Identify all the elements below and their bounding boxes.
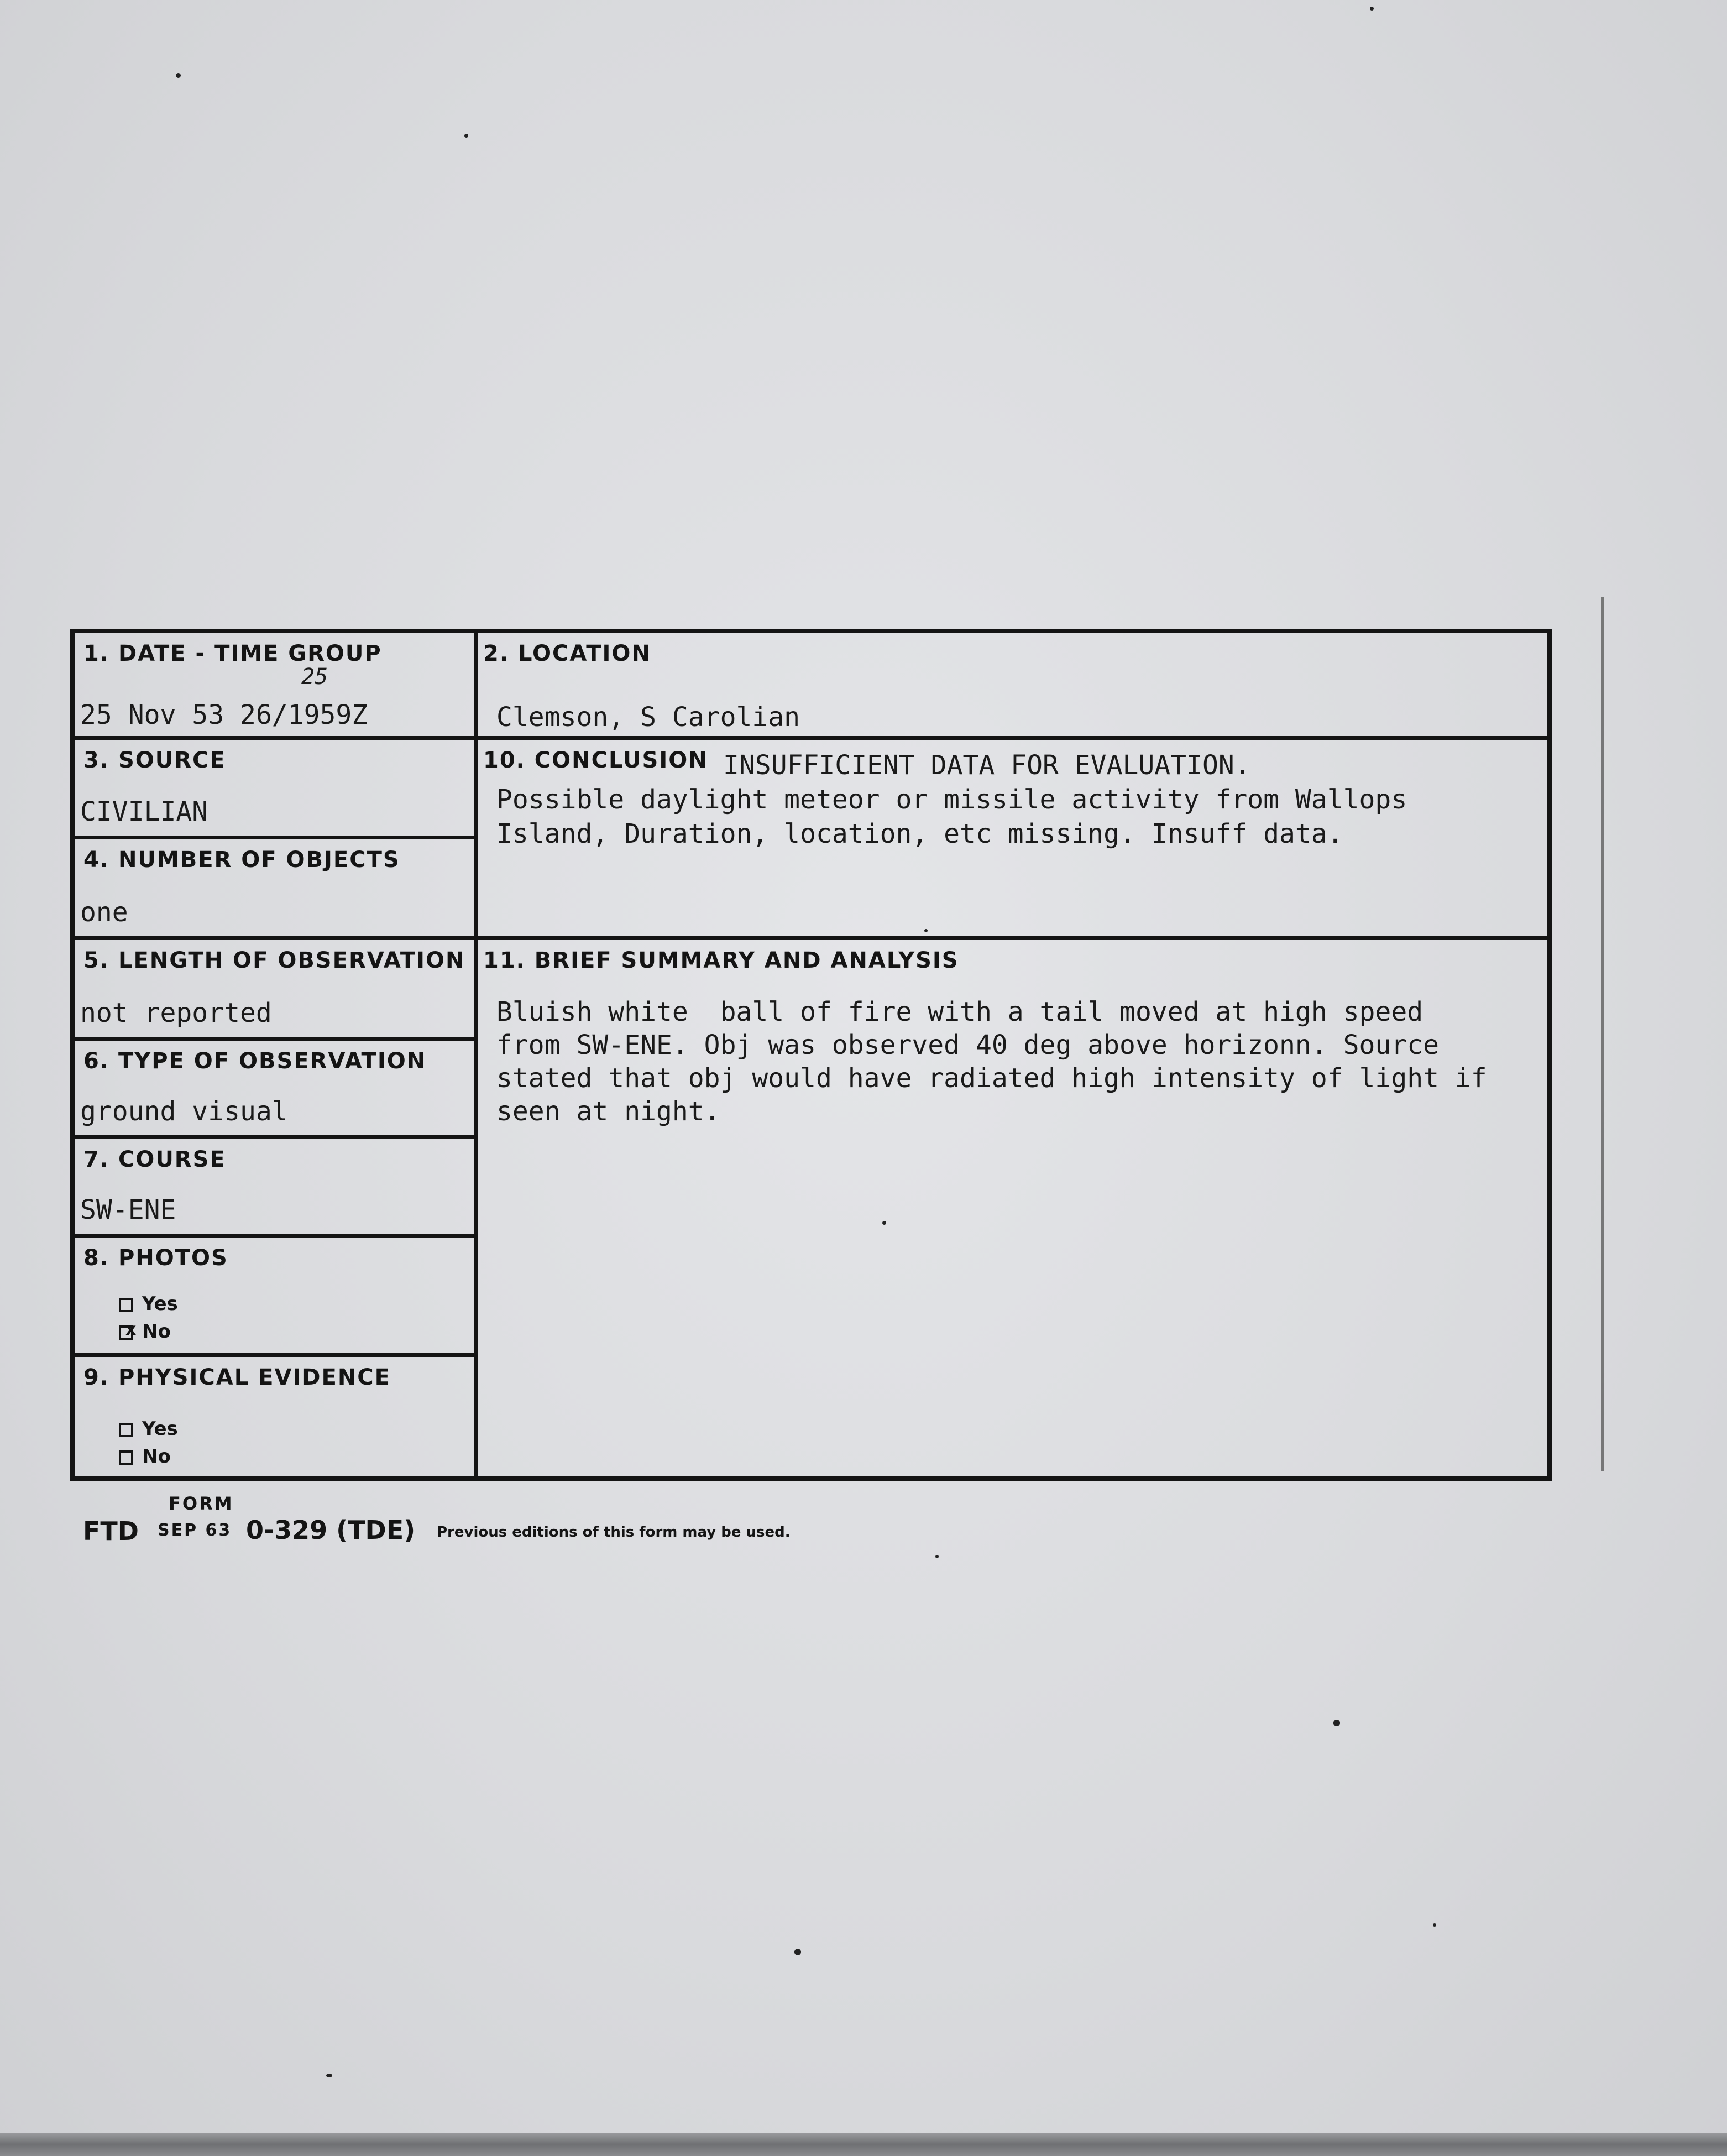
scan-speck bbox=[326, 2074, 332, 2077]
scan-speck bbox=[464, 134, 468, 138]
location-header: 2. LOCATION bbox=[483, 641, 651, 666]
number-of-objects-header: 4. NUMBER OF OBJECTS bbox=[83, 847, 400, 873]
conclusion-header: 10. CONCLUSION bbox=[483, 748, 708, 773]
summary-header: 11. BRIEF SUMMARY AND ANALYSIS bbox=[483, 948, 959, 973]
photos-cell bbox=[75, 1238, 474, 1357]
type-of-observation-cell bbox=[75, 1041, 474, 1139]
source-value: CIVILIAN bbox=[80, 796, 208, 827]
location-cell bbox=[474, 633, 1547, 740]
date-time-group-header: 1. DATE - TIME GROUP bbox=[83, 641, 382, 666]
course-cell bbox=[75, 1139, 474, 1238]
scan-speck bbox=[794, 1949, 801, 1955]
length-of-observation-cell bbox=[75, 940, 474, 1041]
date-time-group-cell bbox=[75, 633, 474, 740]
number-of-objects-cell bbox=[75, 839, 474, 940]
source-header: 3. SOURCE bbox=[83, 748, 226, 773]
scan-speck bbox=[1433, 1923, 1436, 1927]
conclusion-line-1: Possible daylight meteor or missile activity from Wallops bbox=[496, 784, 1407, 815]
scan-bottom-border bbox=[0, 2133, 1727, 2156]
scan-edge-line bbox=[1601, 597, 1604, 1471]
physical-evidence-yes-option bbox=[119, 1418, 178, 1440]
type-of-observation-value: ground visual bbox=[80, 1096, 288, 1127]
source-cell bbox=[75, 740, 474, 839]
footer-ftd: FTD bbox=[83, 1516, 139, 1546]
physical-evidence-yes-checkbox bbox=[119, 1423, 133, 1437]
form-left-column bbox=[75, 633, 478, 1476]
length-of-observation-header: 5. LENGTH OF OBSERVATION bbox=[83, 948, 465, 973]
summary-cell bbox=[474, 940, 1547, 1485]
physical-evidence-no-checkbox bbox=[119, 1450, 133, 1465]
photos-no-check-mark: x bbox=[125, 1319, 137, 1339]
photos-no-option bbox=[119, 1320, 171, 1343]
summary-line-2: from SW-ENE. Obj was observed 40 deg above horizonn. Source bbox=[496, 1030, 1440, 1061]
photos-no-checkbox bbox=[119, 1319, 137, 1340]
conclusion-headline: INSUFFICIENT DATA FOR EVALUATION. bbox=[723, 750, 1250, 781]
photos-yes-label: Yes bbox=[142, 1293, 178, 1315]
physical-evidence-cell bbox=[75, 1357, 474, 1485]
location-value: Clemson, S Carolian bbox=[496, 702, 800, 733]
scan-speck bbox=[1370, 7, 1374, 11]
ufo-report-form bbox=[70, 629, 1552, 1481]
length-of-observation-value: not reported bbox=[80, 998, 272, 1029]
footer-form-word: FORM bbox=[169, 1493, 234, 1514]
course-value: SW-ENE bbox=[80, 1194, 176, 1225]
photos-header: 8. PHOTOS bbox=[83, 1245, 228, 1271]
course-header: 7. COURSE bbox=[83, 1147, 226, 1172]
physical-evidence-no-option bbox=[119, 1445, 171, 1468]
physical-evidence-yes-label: Yes bbox=[142, 1418, 178, 1440]
type-of-observation-header: 6. TYPE OF OBSERVATION bbox=[83, 1048, 427, 1074]
footer-previous-editions-note: Previous editions of this form may be used. bbox=[437, 1524, 791, 1541]
conclusion-cell bbox=[474, 740, 1547, 940]
scan-speck bbox=[176, 73, 181, 78]
footer-edition: SEP 63 bbox=[158, 1521, 232, 1540]
summary-line-3: stated that obj would have radiated high intensity of light if bbox=[496, 1063, 1487, 1094]
summary-line-1: Bluish white ball of fire with a tail moved at high speed bbox=[496, 996, 1424, 1027]
summary-line-4: seen at night. bbox=[496, 1096, 720, 1127]
form-right-column bbox=[474, 633, 1547, 1476]
scan-speck bbox=[1333, 1720, 1340, 1726]
date-time-group-value: 25 Nov 53 26/1959Z bbox=[80, 699, 368, 730]
physical-evidence-no-label: No bbox=[142, 1445, 171, 1468]
photos-yes-option bbox=[119, 1293, 178, 1315]
photos-yes-checkbox bbox=[119, 1298, 133, 1312]
scan-speck bbox=[935, 1555, 939, 1558]
conclusion-line-2: Island, Duration, location, etc missing. Insuff data. bbox=[496, 818, 1343, 849]
physical-evidence-header: 9. PHYSICAL EVIDENCE bbox=[83, 1365, 391, 1390]
date-correction-handwritten: 25 bbox=[301, 664, 328, 690]
number-of-objects-value: one bbox=[80, 897, 128, 928]
footer-form-number: 0-329 (TDE) bbox=[246, 1515, 416, 1545]
photos-no-label: No bbox=[142, 1320, 171, 1343]
